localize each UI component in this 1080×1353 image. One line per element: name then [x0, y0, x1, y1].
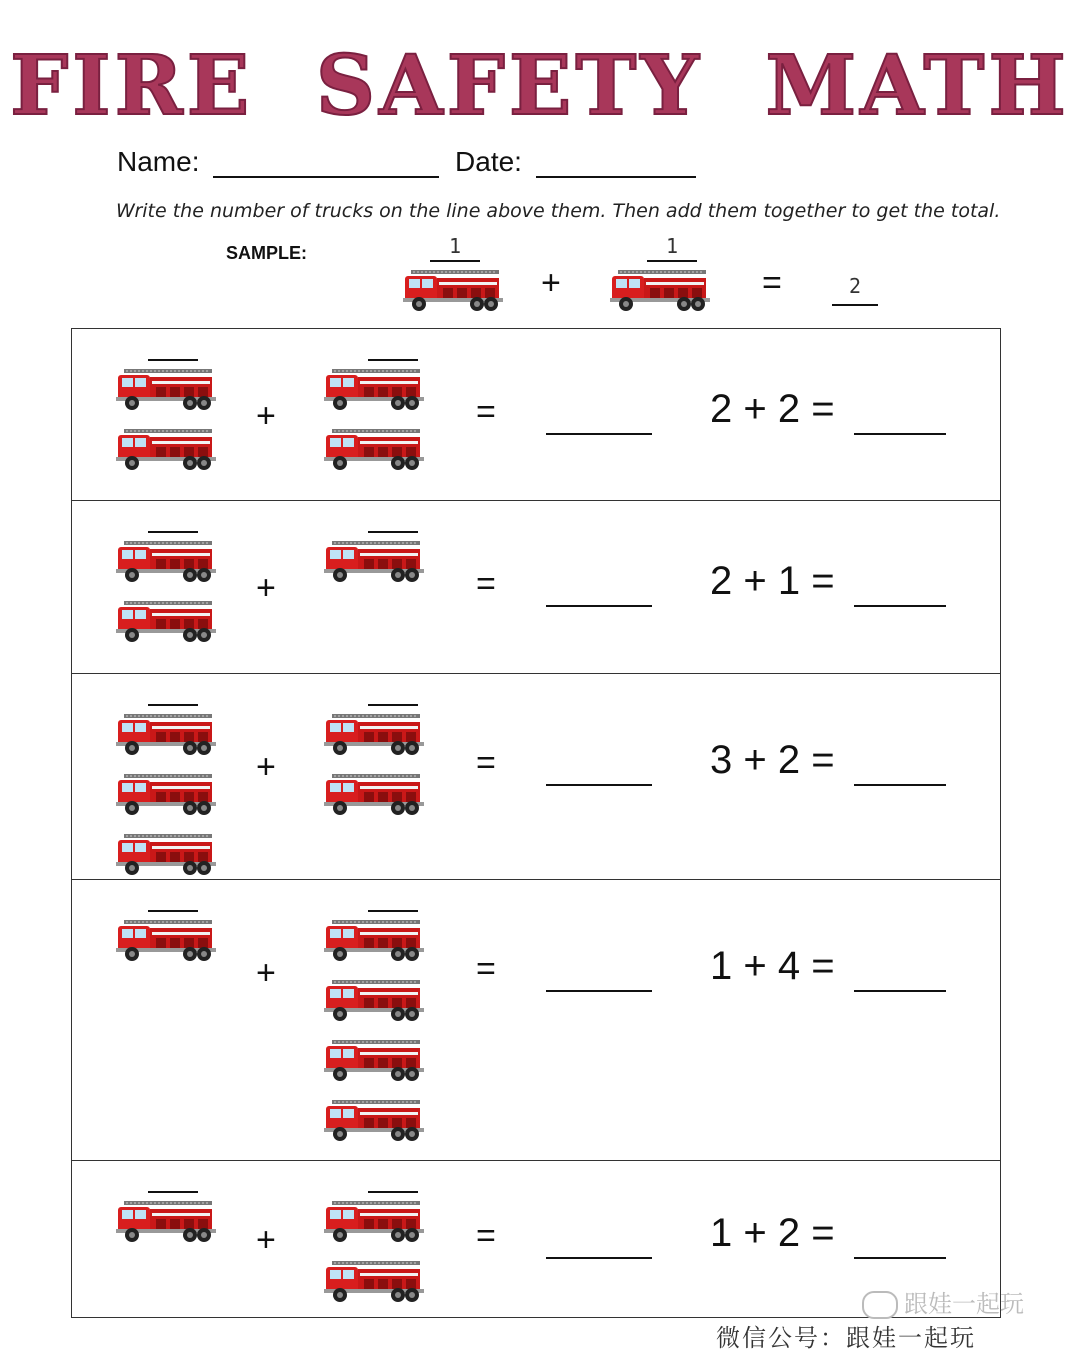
fire-truck-icon — [116, 918, 216, 962]
fire-truck-icon — [116, 772, 216, 816]
sample-right-line — [647, 260, 697, 262]
watermark — [862, 1284, 1024, 1319]
fire-truck-icon — [610, 268, 710, 312]
fire-truck-icon — [324, 978, 424, 1022]
fire-truck-icon — [324, 427, 424, 471]
name-date-row — [117, 146, 696, 178]
equation-answer-line[interactable] — [854, 433, 946, 435]
plus-sign: + — [256, 748, 276, 786]
sample-left-count: 1 — [448, 234, 462, 258]
wechat-icon — [862, 1291, 898, 1319]
equation-text: 2 + 1 = — [710, 559, 835, 603]
left-count-line[interactable] — [148, 531, 198, 533]
equals-sign: = — [476, 1217, 496, 1255]
problem-box — [71, 673, 1001, 881]
fire-truck-icon — [324, 1038, 424, 1082]
right-count-line[interactable] — [368, 531, 418, 533]
left-count-line[interactable] — [148, 359, 198, 361]
footer-text: 微信公号：跟娃一起玩 — [716, 1324, 976, 1352]
equation-answer-line[interactable] — [854, 990, 946, 992]
equation-text: 1 + 4 = — [710, 944, 835, 988]
plus-sign: + — [256, 397, 276, 435]
total-answer-line[interactable] — [546, 1257, 652, 1259]
equation-answer-line[interactable] — [854, 605, 946, 607]
fire-truck-icon — [324, 772, 424, 816]
fire-truck-icon — [403, 268, 503, 312]
equals-sign: = — [476, 950, 496, 988]
equation-text: 2 + 2 = — [710, 387, 835, 431]
left-count-line[interactable] — [148, 910, 198, 912]
name-label: Name: — [117, 146, 200, 177]
left-count-line[interactable] — [148, 1191, 198, 1193]
equals-sign: = — [476, 393, 496, 431]
sample-label: SAMPLE: — [226, 243, 307, 263]
fire-truck-icon — [116, 832, 216, 876]
fire-truck-icon — [116, 712, 216, 756]
sample-left-line — [430, 260, 480, 262]
problem-box — [71, 879, 1001, 1162]
plus-sign: + — [256, 1221, 276, 1259]
fire-truck-icon — [116, 1199, 216, 1243]
fire-truck-icon — [116, 539, 216, 583]
sample-answer: 2 — [848, 274, 862, 298]
total-answer-line[interactable] — [546, 605, 652, 607]
fire-truck-icon — [116, 427, 216, 471]
sample-plus: + — [541, 264, 561, 302]
equation-text: 3 + 2 = — [710, 738, 835, 782]
right-count-line[interactable] — [368, 704, 418, 706]
worksheet-title: FIRE SAFETY MATH — [10, 38, 1070, 134]
fire-truck-icon — [324, 712, 424, 756]
problem-box — [71, 500, 1001, 674]
equation-answer-line[interactable] — [854, 784, 946, 786]
sample-right-count: 1 — [665, 234, 679, 258]
equals-sign: = — [476, 744, 496, 782]
left-count-line[interactable] — [148, 704, 198, 706]
watermark-text: 跟娃一起玩 — [904, 1290, 1024, 1318]
fire-truck-icon — [116, 599, 216, 643]
equation-answer-line[interactable] — [854, 1257, 946, 1259]
right-count-line[interactable] — [368, 1191, 418, 1193]
date-field[interactable] — [536, 146, 696, 178]
total-answer-line[interactable] — [546, 990, 652, 992]
plus-sign: + — [256, 954, 276, 992]
fire-truck-icon — [324, 539, 424, 583]
problem-box — [71, 328, 1001, 502]
fire-truck-icon — [324, 918, 424, 962]
fire-truck-icon — [324, 367, 424, 411]
sample-answer-line — [832, 304, 878, 306]
equals-sign: = — [476, 565, 496, 603]
right-count-line[interactable] — [368, 359, 418, 361]
fire-truck-icon — [116, 367, 216, 411]
name-field[interactable] — [213, 146, 439, 178]
fire-truck-icon — [324, 1199, 424, 1243]
equation-text: 1 + 2 = — [710, 1211, 835, 1255]
total-answer-line[interactable] — [546, 784, 652, 786]
fire-truck-icon — [324, 1259, 424, 1303]
total-answer-line[interactable] — [546, 433, 652, 435]
right-count-line[interactable] — [368, 910, 418, 912]
instructions: Write the number of trucks on the line above them. Then add them together to get the total. — [116, 200, 1001, 222]
fire-truck-icon — [324, 1098, 424, 1142]
date-label: Date: — [455, 146, 522, 177]
sample-equals: = — [762, 264, 782, 302]
plus-sign: + — [256, 569, 276, 607]
